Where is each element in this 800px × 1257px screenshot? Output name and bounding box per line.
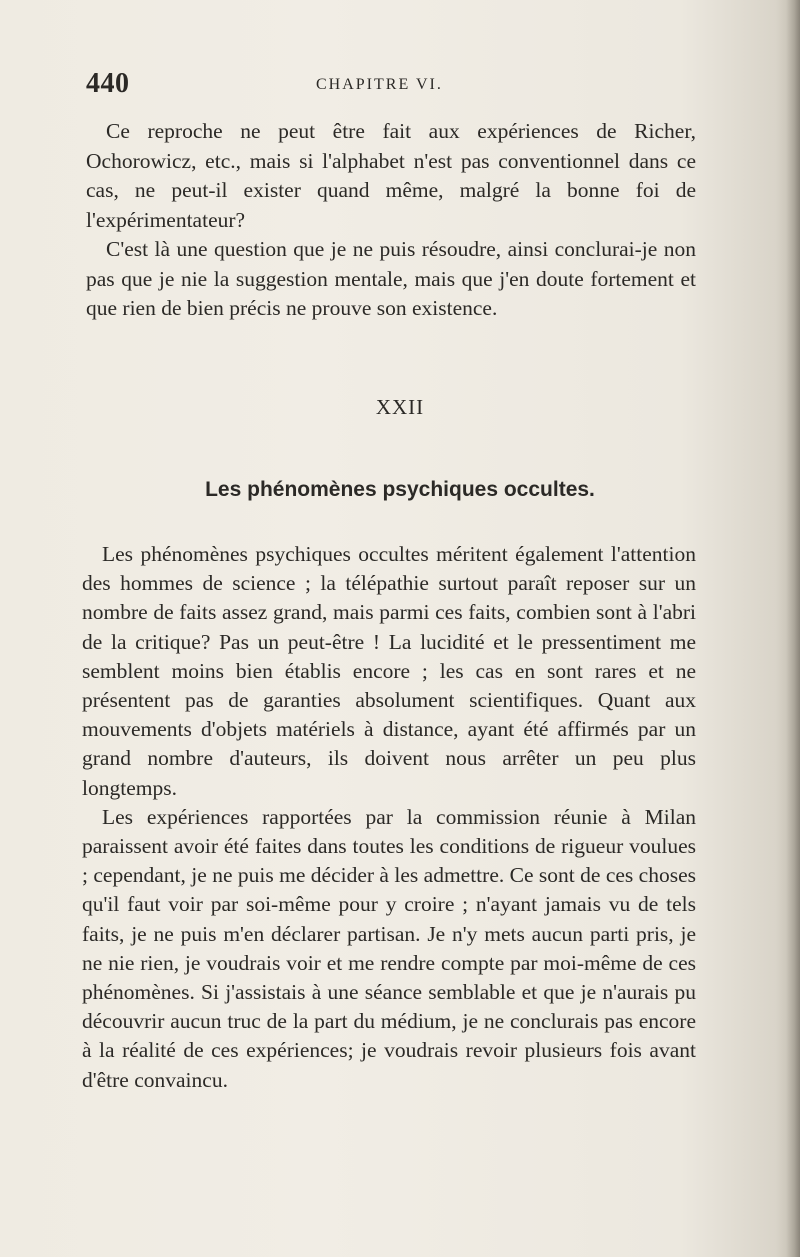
paragraph: Les expériences rapportées par la commission réunie à Milan paraissent avoir été faites dans toutes les conditions de rigueur voulues ; cependant, je ne puis me décider à les admettre. Ce sont de ces choses qu'il faut voir par soi-même pour y croire ; n'ayant jamais vu de tels faits, je ne puis m'en déclarer partisan. Je n'y mets aucun parti pris, je ne nie rien, je voudrais voir et me rendre compte par moi-même de ces phénomènes. Si j'assistais à une séance semblable et que je n'aurais pu découvrir aucun truc de la part du médium, je ne conclurais pas encore à la réalité de ces expériences; je voudrais revoir plusieurs fois avant d'être convaincu. bbox=[82, 804, 696, 1092]
page-number: 440 bbox=[86, 68, 130, 99]
section-number: XXII bbox=[375, 395, 425, 419]
running-head: CHAPITRE VI. bbox=[316, 76, 443, 93]
text-block-top bbox=[86, 117, 696, 324]
text-block-section bbox=[82, 540, 696, 1095]
page-edge-shadow bbox=[786, 0, 800, 1257]
paragraph: Ce reproche ne peut être fait aux expériences de Richer, Ochorowicz, etc., mais si l'alphabet n'est pas conventionnel dans ce cas, ne peut-il exister quand même, malgré la bonne foi de l'expérimentateur? bbox=[86, 119, 696, 232]
paragraph: Les phénomènes psychiques occultes méritent également l'attention des hommes de science ; la télépathie surtout paraît reposer sur un nombre de faits assez grand, mais parmi ces faits, combien sont à l'abri de la critique? Pas un peut-être ! La lucidité et le pressentiment me semblent moins bien établis encore ; les cas en sont rares et ne présentent pas de garanties absolument scientifiques. Quant aux mouvements d'objets matériels à distance, ayant été affirmés par un grand nombre d'auteurs, ils doivent nous arrêter un peu plus longtemps. bbox=[82, 542, 696, 800]
section-title: Les phénomènes psychiques occultes. bbox=[205, 478, 595, 501]
page-header bbox=[86, 68, 696, 108]
paragraph: C'est là une question que je ne puis résoudre, ainsi conclurai-je non pas que je nie la suggestion mentale, mais que j'en doute fortement et que rien de bien précis ne prouve son existence. bbox=[86, 237, 696, 320]
